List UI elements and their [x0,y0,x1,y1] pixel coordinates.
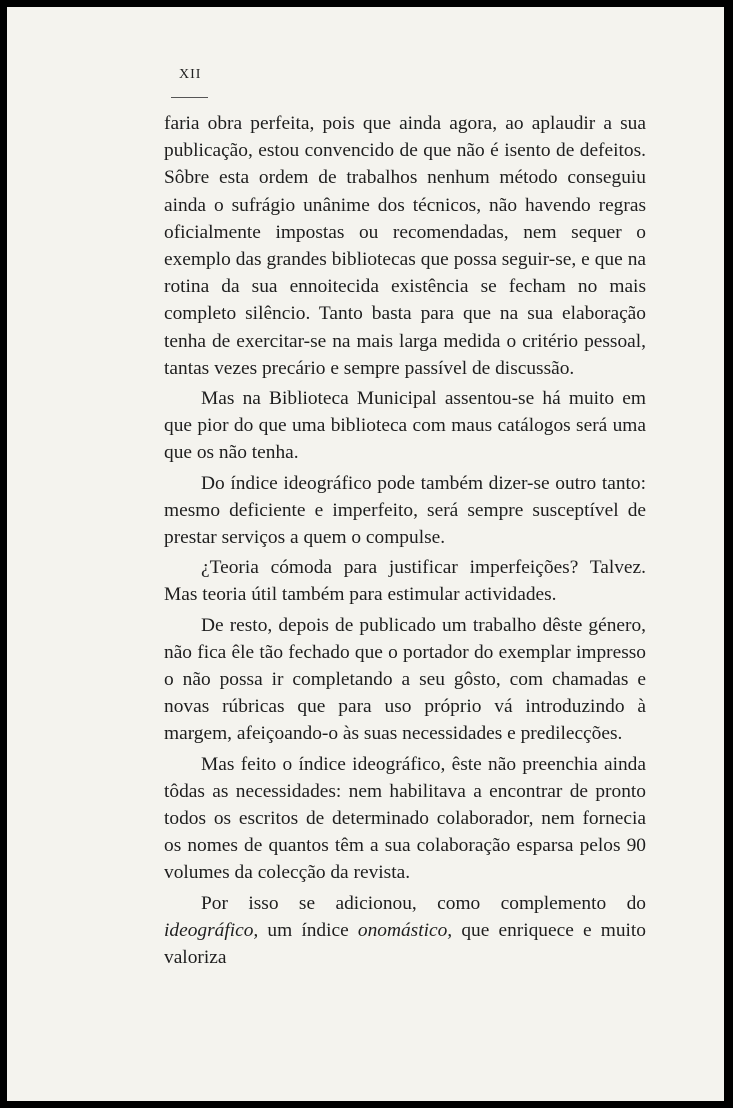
paragraph: Mas feito o índice ideográfico, êste não preenchia ainda tôdas as necessidades: nem habilitava a encontrar de pronto todos os escritos de determinado colaborador, nem fornecia os nomes de quantos têm a sua colaboração esparsa pelos 90 volumes da colecção da revista. [164,753,646,884]
paragraph: Do índice ideográfico pode também dizer-se outro tanto: mesmo deficiente e imperfeito, será sempre susceptível de prestar serviços a quem o compulse. [164,472,646,549]
book-page [7,7,724,1101]
paragraph: faria obra perfeita, pois que ainda agora, ao aplaudir a sua publicação, estou convencido de que não é isento de defeitos. Sôbre esta ordem de trabalhos nenhum método conseguiu ainda o sufrágio unânime dos técnicos, não havendo regras oficialmente impostas ou recomendadas, nem sequer o exemplo das grandes bibliotecas que possa seguir-se, e que na rotina da sua ennoitecida existência se fecham no mais completo silêncio. Tanto basta para que na sua elaboração tenha de exercitar-se na mais larga medida o critério pessoal, tantas vezes precário e sempre passível de discussão. [164,113,646,379]
paragraph-text: que enriquece e muito valoriza [164,919,646,969]
header-rule [171,97,208,98]
page-number: XII [179,67,202,82]
paragraph: De resto, depois de publicado um trabalho dêste género, não fica êle tão fechado que o portador do exemplar impresso o não possa ir completando a seu gôsto, com chamadas e novas rúbricas que para uso próprio vá introduzindo à margem, afeiçoando-o às suas necessidades e predilecções. [164,614,646,745]
italic-term: onomástico, [357,919,453,941]
paragraph [164,890,646,972]
paragraph-text: um índice [258,919,358,941]
italic-term: ideográfico, [164,919,259,941]
paragraph: Mas na Biblioteca Municipal assentou-se há muito em que pior do que uma biblioteca com maus catálogos será uma que os não tenha. [164,388,646,464]
paragraph-text: Por isso se adicionou, como complemento do [201,892,646,914]
paragraph: ¿Teoria cómoda para justificar imperfeições? Talvez. Mas teoria útil também para estimular actividades. [164,557,646,606]
body-text [164,110,646,974]
